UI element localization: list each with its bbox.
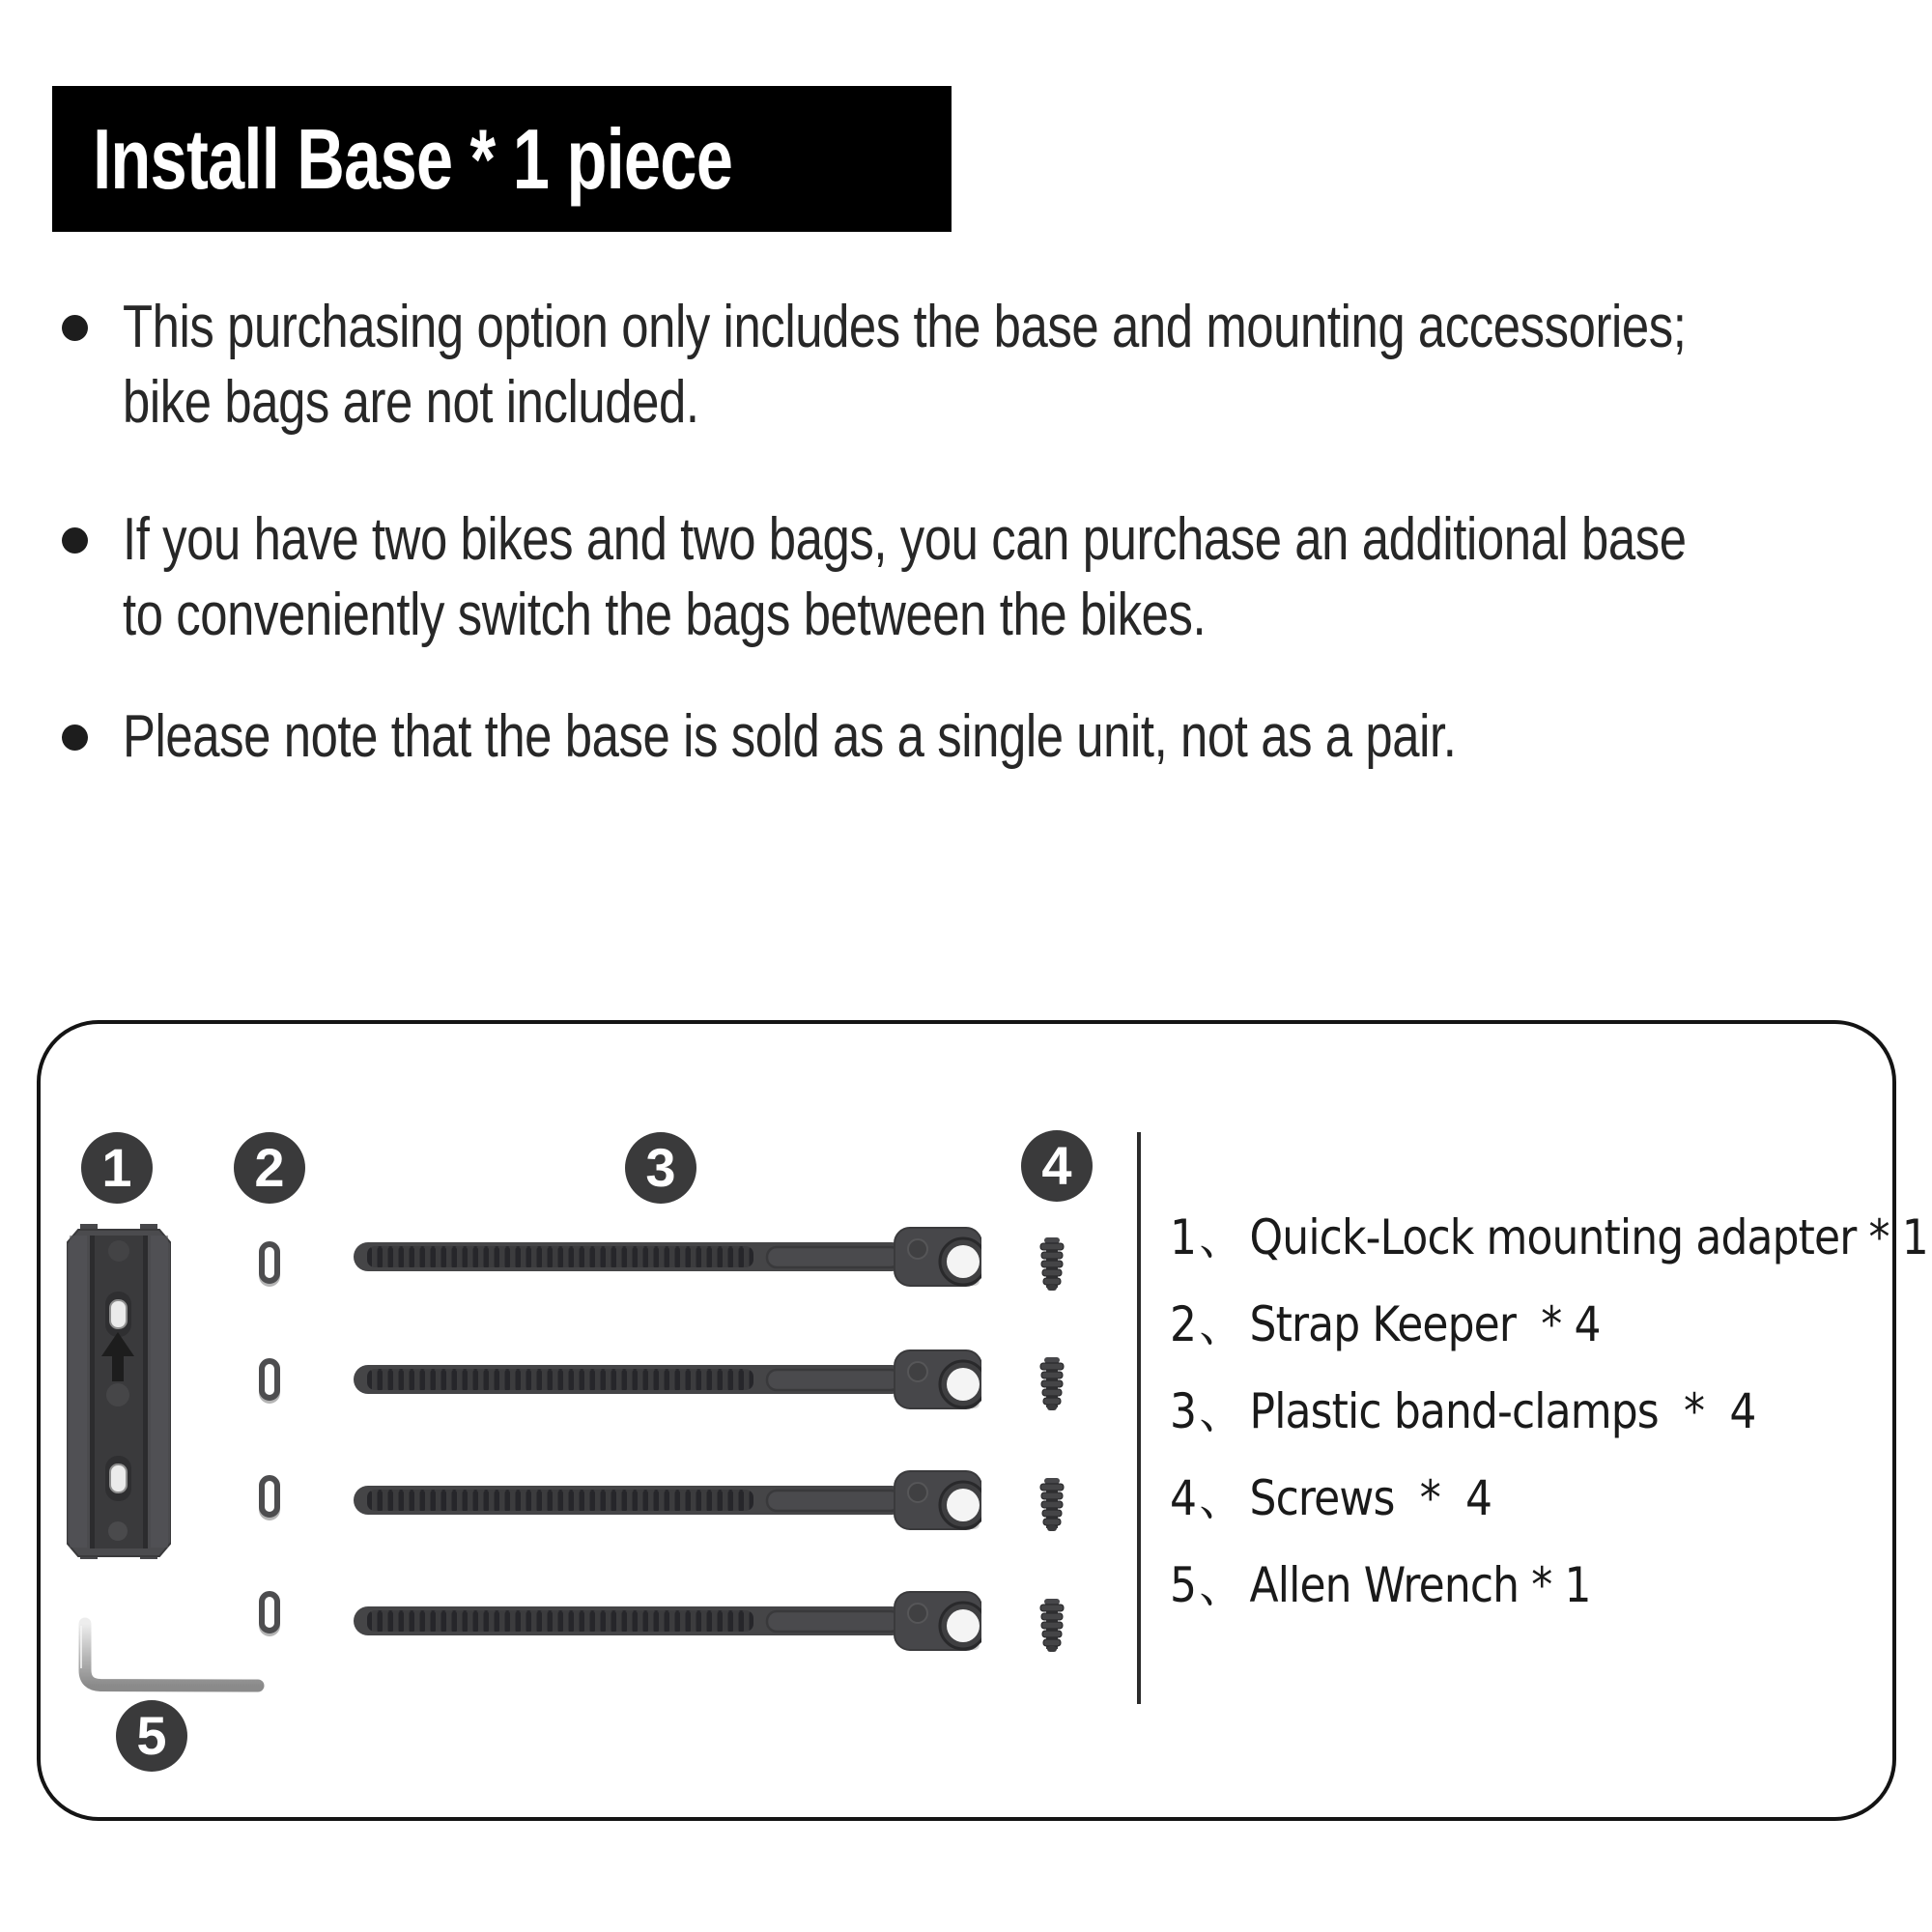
bullet-line: If you have two bikes and two bags, you can purchase an additional base	[123, 506, 1687, 573]
page-title-bar	[52, 86, 952, 232]
screw-illustration	[1039, 1599, 1065, 1653]
band-clamp-illustration	[354, 1349, 981, 1410]
part-badge-2: 2	[234, 1132, 305, 1204]
band-clamp-illustration	[354, 1590, 981, 1652]
part-badge-1: 1	[81, 1132, 153, 1204]
part-separator: 、	[1199, 1296, 1241, 1352]
parts-divider	[1137, 1132, 1141, 1704]
parts-list-item	[1170, 1297, 1601, 1351]
strap-keeper-illustration	[259, 1475, 280, 1518]
part-separator: 、	[1199, 1557, 1241, 1613]
part-text: Quick-Lock mounting adapter * 1	[1249, 1209, 1928, 1265]
part-separator: 、	[1199, 1383, 1241, 1439]
parts-list-item	[1170, 1384, 1755, 1438]
part-number: 3	[1170, 1383, 1197, 1439]
parts-list-item	[1170, 1210, 1928, 1264]
bullet-line: to conveniently switch the bags between the bikes.	[123, 582, 1207, 648]
part-number: 2	[1170, 1296, 1197, 1352]
allen-wrench-illustration	[71, 1616, 265, 1693]
part-number: 5	[1170, 1557, 1197, 1613]
bullet-icon	[62, 724, 88, 751]
part-badge-5: 5	[116, 1700, 187, 1772]
bullet-item	[123, 502, 1687, 653]
part-badge-4: 4	[1021, 1130, 1093, 1202]
parts-list-item	[1170, 1558, 1591, 1612]
part-separator: 、	[1199, 1470, 1241, 1526]
part-text: Strap Keeper * 4	[1249, 1296, 1601, 1352]
screw-illustration	[1039, 1237, 1065, 1292]
bullet-icon	[62, 527, 88, 554]
strap-keeper-illustration	[259, 1358, 280, 1401]
part-number: 1	[1170, 1209, 1197, 1265]
parts-list-item	[1170, 1471, 1492, 1525]
part-badge-3: 3	[625, 1132, 696, 1204]
bullet-item	[123, 290, 1687, 440]
quick-lock-adapter-illustration	[67, 1224, 171, 1559]
part-text: Plastic band-clamps * 4	[1249, 1383, 1756, 1439]
screw-illustration	[1039, 1478, 1065, 1532]
kit-contents-box	[37, 1020, 1928, 1821]
band-clamp-illustration	[354, 1469, 981, 1531]
strap-keeper-illustration	[259, 1241, 280, 1284]
bullet-line: This purchasing option only includes the base and mounting accessories;	[123, 294, 1687, 360]
bullet-line: bike bags are not included.	[123, 369, 699, 436]
part-number: 4	[1170, 1470, 1197, 1526]
bullet-icon	[62, 315, 88, 341]
part-separator: 、	[1199, 1209, 1241, 1265]
part-text: Screws * 4	[1249, 1470, 1492, 1526]
part-text: Allen Wrench * 1	[1249, 1557, 1591, 1613]
page-title: Install Base * 1 piece	[93, 111, 733, 207]
band-clamp-illustration	[354, 1226, 981, 1288]
bullet-line: Please note that the base is sold as a single unit, not as a pair.	[123, 703, 1457, 770]
bullet-item	[123, 699, 1456, 775]
screw-illustration	[1039, 1357, 1065, 1411]
